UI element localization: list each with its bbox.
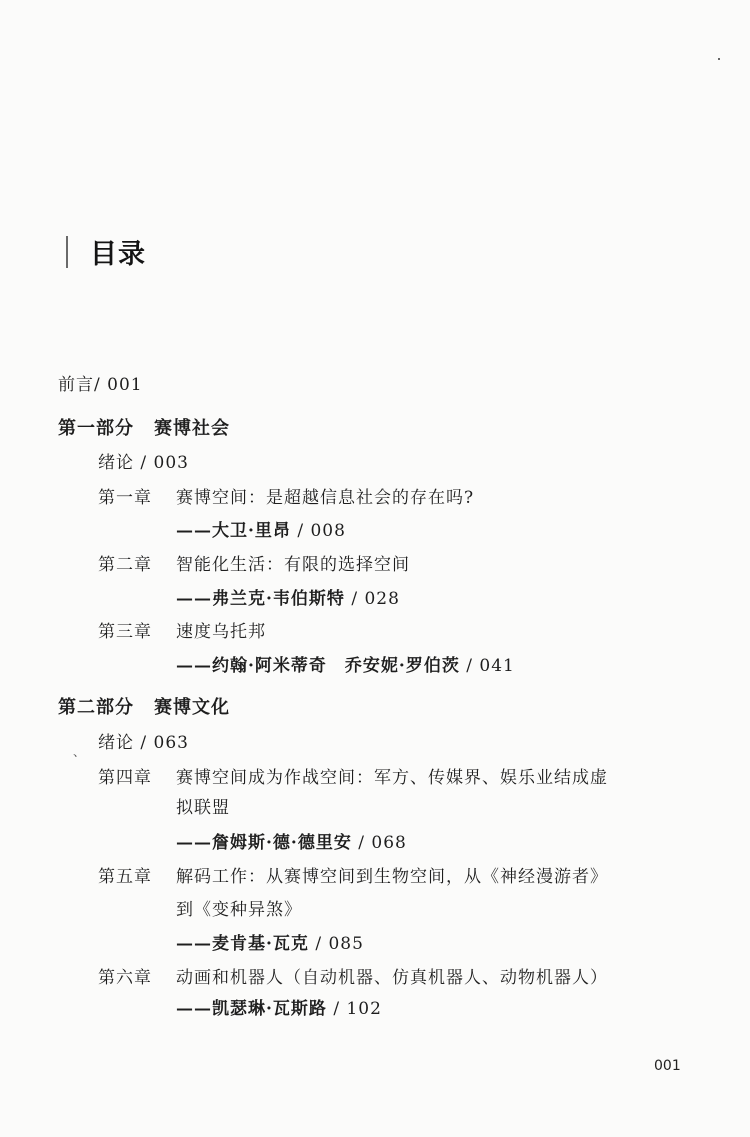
toc-entry-part1-intro: 绪论 / 003 [98,453,189,473]
chapter-title-line-1: 解码工作：从赛博空间到生物空间，从《神经漫游者》 [176,867,608,887]
chapter-3-author: ——约翰·阿米蒂奇 乔安妮·罗伯茨 / 041 [176,656,515,676]
heading-bar [66,236,68,268]
chapter-5-author: ——麦肯基·瓦克 / 085 [176,934,364,954]
chapter-title: 赛博空间：是超越信息社会的存在吗? [176,488,475,508]
author-name: ——大卫·里昂 [176,521,291,541]
toc-entry-chapter-6 [0,967,750,989]
chapter-label: 第六章 [98,968,152,988]
intro-page: 003 [153,453,189,473]
scan-speck [718,58,720,60]
part-label: 第一部分 [58,418,134,439]
chapter-label: 第二章 [98,555,152,575]
toc-heading [66,232,146,271]
author-name: ——约翰·阿米蒂奇 乔安妮·罗伯茨 [176,656,460,676]
author-name: ——詹姆斯·德·德里安 [176,833,352,853]
intro-page: 063 [153,733,189,753]
toc-entry-chapter-3 [0,621,750,643]
chapter-4-author: ——詹姆斯·德·德里安 / 068 [176,833,407,853]
chapter-1-author: ——大卫·里昂 / 008 [176,521,346,541]
chapter-page: 085 [328,934,364,954]
part-name: 赛博文化 [154,697,230,718]
chapter-page: 028 [364,589,400,609]
chapter-title-line-1: 赛博空间成为作战空间：军方、传媒界、娱乐业结成虚 [176,768,608,788]
chapter-title-line-2: 拟联盟 [176,798,230,818]
chapter-2-author: ——弗兰克·韦伯斯特 / 028 [176,589,400,609]
toc-entry-preface [58,374,143,396]
page-number: 001 [654,1058,681,1074]
preface-page: 001 [107,375,143,395]
chapter-title-line-2: 到《变种异煞》 [176,900,302,920]
intro-label: 绪论 [98,453,134,473]
chapter-page: 041 [479,656,515,676]
author-name: ——弗兰克·韦伯斯特 [176,589,345,609]
chapter-page: 008 [310,521,346,541]
chapter-label: 第一章 [98,488,152,508]
part-heading-2 [58,697,230,719]
chapter-title: 动画和机器人（自动机器、仿真机器人、动物机器人） [176,968,608,988]
chapter-page: 102 [346,999,382,1019]
toc-entry-chapter-4 [0,767,750,789]
chapter-label: 第五章 [98,867,152,887]
toc-entry-chapter-5 [0,866,750,888]
toc-entry-part2-intro: 绪论 / 063 [98,733,189,753]
chapter-6-author: ——凯瑟琳·瓦斯路 / 102 [176,999,382,1019]
page-title: 目录 [90,239,146,270]
chapter-page: 068 [371,833,407,853]
preface-label: 前言 [58,375,94,395]
part-heading-1 [58,418,230,440]
toc-entry-chapter-1 [0,487,750,509]
author-name: ——麦肯基·瓦克 [176,934,309,954]
chapter-label: 第四章 [98,768,152,788]
author-name: ——凯瑟琳·瓦斯路 [176,999,327,1019]
page-separator: / [94,375,108,395]
toc-entry-chapter-2 [0,554,750,576]
chapter-title: 智能化生活：有限的选择空间 [176,555,410,575]
scan-mark: 、 [73,745,86,759]
chapter-title: 速度乌托邦 [176,622,266,642]
intro-label: 绪论 [98,733,134,753]
part-label: 第二部分 [58,697,134,718]
chapter-label: 第三章 [98,622,152,642]
part-name: 赛博社会 [154,418,230,439]
